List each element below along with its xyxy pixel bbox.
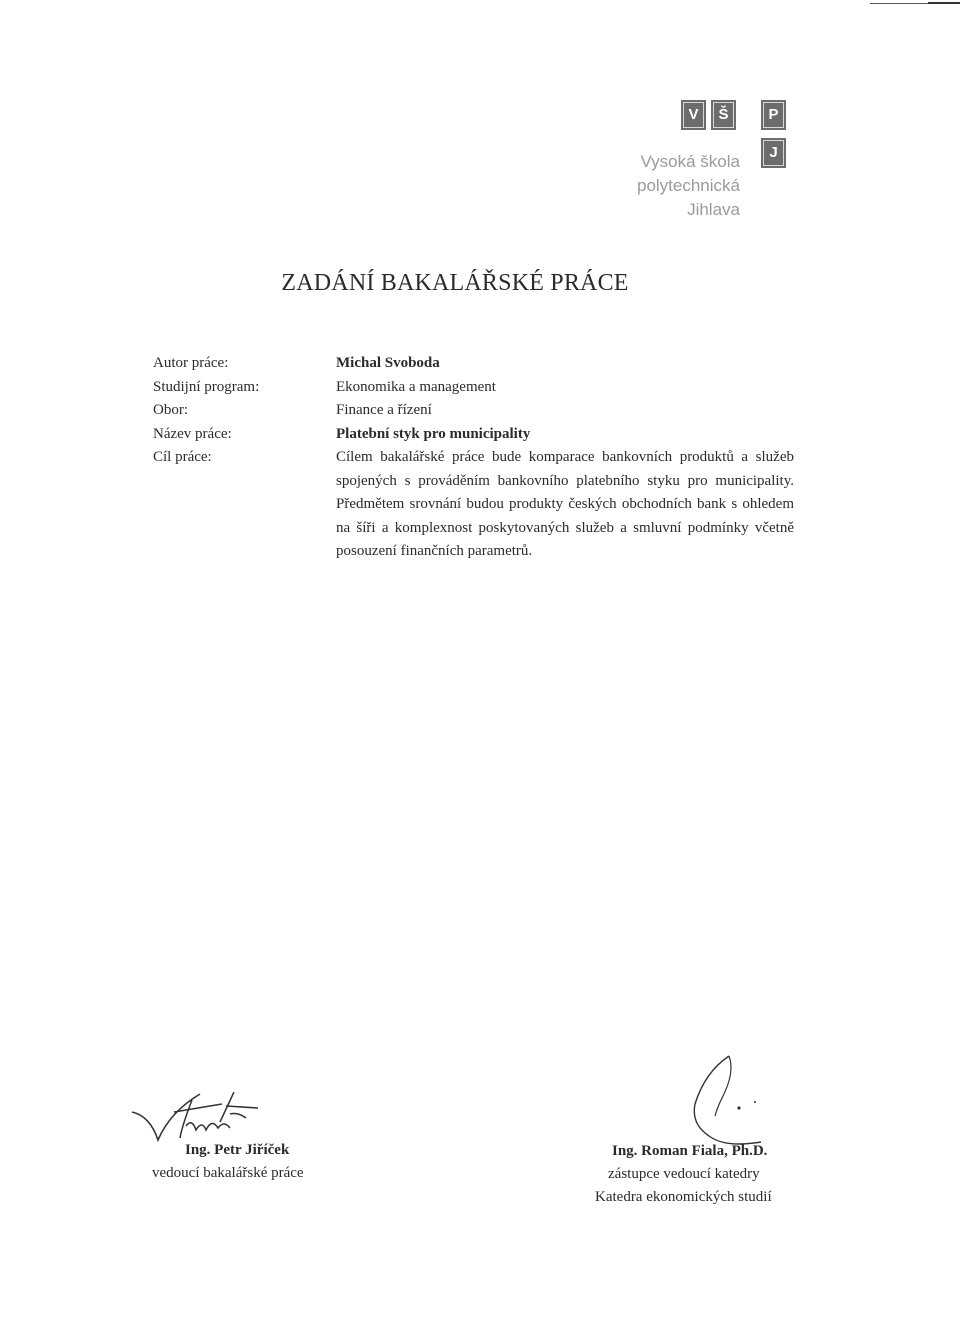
supervisor-name: Ing. Petr Jiříček xyxy=(185,1142,290,1158)
handwritten-signature-icon xyxy=(665,1052,785,1148)
school-logo xyxy=(620,96,800,226)
author-value: Michal Svoboda xyxy=(336,355,440,371)
department-name: Katedra ekonomických studií xyxy=(595,1189,772,1205)
program-value: Ekonomika a management xyxy=(336,378,496,395)
author-label: Autor práce: xyxy=(153,355,229,371)
logo-line-3: Jihlava xyxy=(687,200,740,219)
aim-label: Cíl práce: xyxy=(153,449,212,465)
field-values xyxy=(336,352,794,564)
program-label: Studijní program: xyxy=(153,378,260,395)
supervisor-role: vedoucí bakalářské práce xyxy=(152,1165,304,1181)
logo-letter-v: V xyxy=(681,100,706,130)
logo-line-2: polytechnická xyxy=(636,176,740,195)
scan-edge-mark xyxy=(928,2,960,4)
logo-letter-s: Š xyxy=(711,100,736,130)
aim-value: Cílem bakalářské práce bude komparace bankovních produktů a služeb spojených s prováděním bankovního platebního styku pro municipality. Předmětem srovnání budou produkty českých obchodních bank s ohledem na šíři a komplexnost poskytovaných služeb a smluvní podmínky včetně posouzení finančních parametrů. xyxy=(336,449,794,559)
logo-letter-p: P xyxy=(761,100,786,130)
field-labels xyxy=(153,352,328,470)
branch-label: Obor: xyxy=(153,402,188,418)
deputy-head-role: zástupce vedoucí katedry xyxy=(608,1166,760,1182)
logo-letter-j: J xyxy=(761,138,786,168)
logo-line-1: Vysoká škola xyxy=(640,152,740,171)
handwritten-signature-icon xyxy=(130,1082,270,1144)
document-title: ZADÁNÍ BAKALÁŘSKÉ PRÁCE xyxy=(281,270,629,296)
branch-value: Finance a řízení xyxy=(336,402,432,418)
thesis-title-label: Název práce: xyxy=(153,425,232,442)
thesis-title-value: Platební styk pro municipality xyxy=(336,425,531,442)
deputy-head-name: Ing. Roman Fiala, Ph.D. xyxy=(612,1143,768,1159)
